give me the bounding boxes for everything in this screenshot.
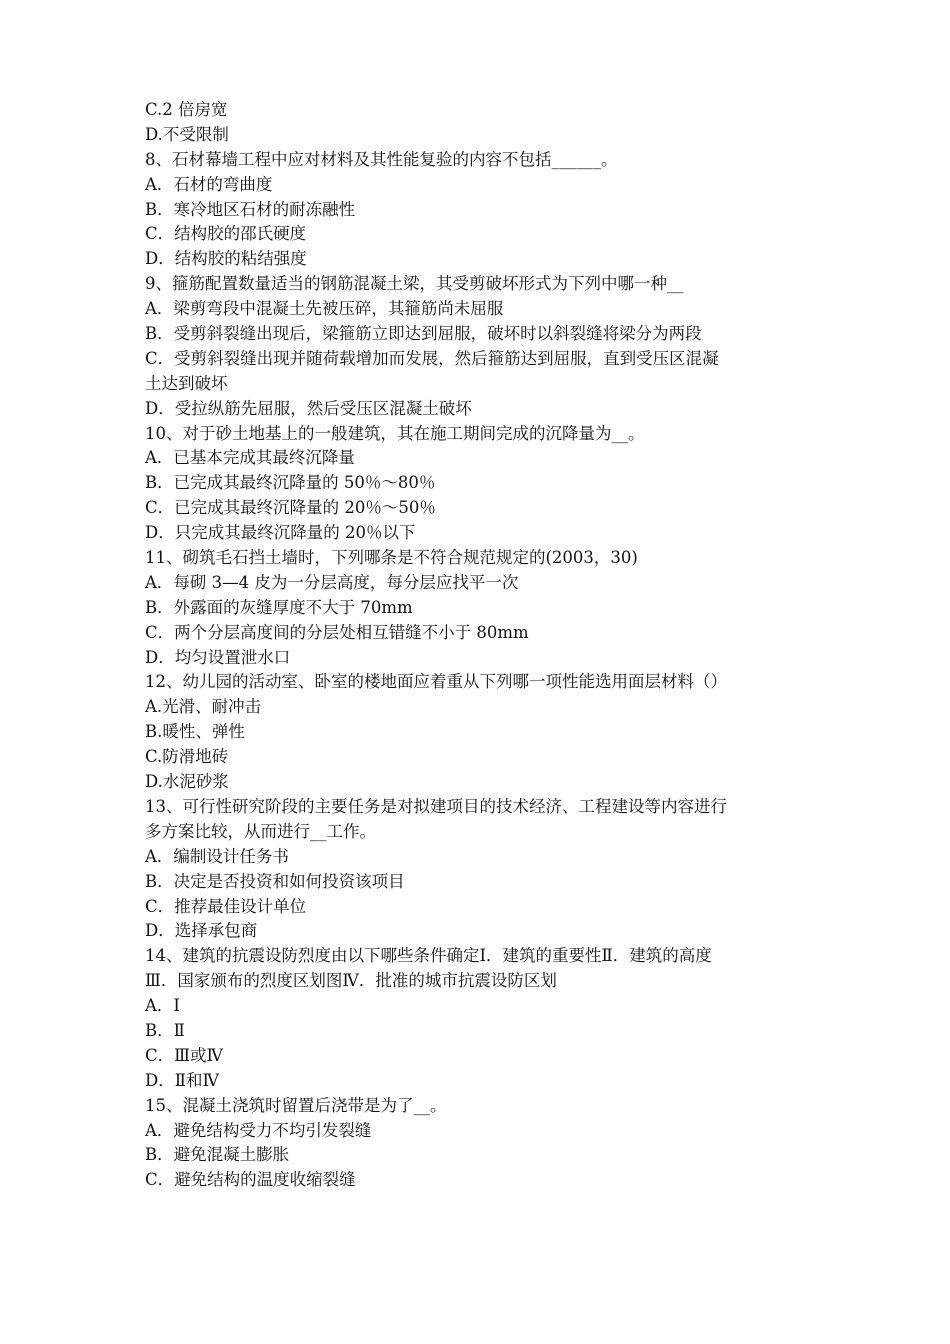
text-line: 14、建筑的抗震设防烈度由以下哪些条件确定Ⅰ．建筑的重要性Ⅱ．建筑的高度: [145, 946, 712, 966]
text-line: B．受剪斜裂缝出现后，梁箍筋立即达到屈服，破坏时以斜裂缝将梁分为两段: [145, 324, 702, 344]
text-line: C.防滑地砖: [145, 747, 229, 767]
text-line: D.不受限制: [145, 124, 229, 144]
text-line: A．石材的弯曲度: [145, 174, 273, 194]
text-line: A．梁剪弯段中混凝土先被压碎，其箍筋尚未屈服: [145, 299, 504, 319]
text-line: 8、石材幕墙工程中应对材料及其性能复验的内容不包括______。: [145, 149, 618, 169]
text-line: A．编制设计任务书: [145, 846, 289, 866]
text-line: A．避免结构受力不均引发裂缝: [145, 1120, 372, 1140]
text-line: C.2 倍房宽: [145, 100, 228, 119]
text-line: 11、砌筑毛石挡土墙时，下列哪条是不符合规范规定的(2003，30): [145, 548, 638, 568]
text-line: D．结构胶的粘结强度: [145, 249, 307, 269]
text-line: 9、箍筋配置数量适当的钢筋混凝土梁，其受剪破坏形式为下列中哪一种__: [145, 274, 684, 294]
document-page: [145, 98, 815, 1193]
text-line: 13、可行性研究阶段的主要任务是对拟建项目的技术经济、工程建设等内容进行: [145, 796, 727, 816]
text-line: Ⅲ．国家颁布的烈度区划图Ⅳ．批准的城市抗震设防区划: [145, 971, 557, 991]
text-line: D．均匀设置泄水口: [145, 647, 291, 667]
text-line: 土达到破坏: [145, 373, 228, 393]
text-line: D．Ⅱ和Ⅳ: [145, 1070, 219, 1090]
text-line: C．已完成其最终沉降量的 20％～50％: [145, 498, 436, 518]
text-line: C．避免结构的温度收缩裂缝: [145, 1170, 356, 1190]
text-line: B．避免混凝土膨胀: [145, 1145, 290, 1165]
text-line: C．受剪斜裂缝出现并随荷载增加而发展，然后箍筋达到屈服，直到受压区混凝: [145, 348, 719, 368]
text-line: A.光滑、耐冲击: [145, 697, 262, 717]
text-line: A．Ⅰ: [145, 996, 180, 1016]
text-line: 多方案比较，从而进行__工作。: [145, 821, 376, 841]
text-line: B．寒冷地区石材的耐冻融性: [145, 199, 356, 219]
text-line: 10、对于砂土地基上的一般建筑，其在施工期间完成的沉降量为__。: [145, 423, 645, 443]
text-line: B．Ⅱ: [145, 1020, 185, 1040]
text-line: D.水泥砂浆: [145, 772, 229, 792]
text-line: B．外露面的灰缝厚度不大于 70mm: [145, 597, 413, 617]
text-line: C．两个分层高度间的分层处相互错缝不小于 80mm: [145, 622, 529, 642]
text-line: B.暖性、弹性: [145, 722, 245, 742]
text-line: D．只完成其最终沉降量的 20％以下: [145, 523, 416, 543]
text-line: C．Ⅲ或Ⅳ: [145, 1045, 224, 1065]
text-line: A．每砌 3—4 皮为一分层高度，每分层应找平一次: [145, 572, 519, 592]
text-line: B．决定是否投资和如何投资该项目: [145, 871, 405, 891]
text-line: D．选择承包商: [145, 921, 258, 941]
text-line: 15、混凝土浇筑时留置后浇带是为了__。: [145, 1095, 447, 1115]
text-line: C．推荐最佳设计单位: [145, 896, 307, 916]
text-line: C．结构胶的邵氏硬度: [145, 224, 307, 244]
text-line: D．受拉纵筋先屈服，然后受压区混凝土破坏: [145, 398, 472, 418]
text-line: B．已完成其最终沉降量的 50％～80％: [145, 473, 436, 493]
text-line: A．已基本完成其最终沉降量: [145, 448, 355, 468]
text-line: 12、幼儿园的活动室、卧室的楼地面应着重从下列哪一项性能选用面层材料（）: [145, 672, 727, 692]
